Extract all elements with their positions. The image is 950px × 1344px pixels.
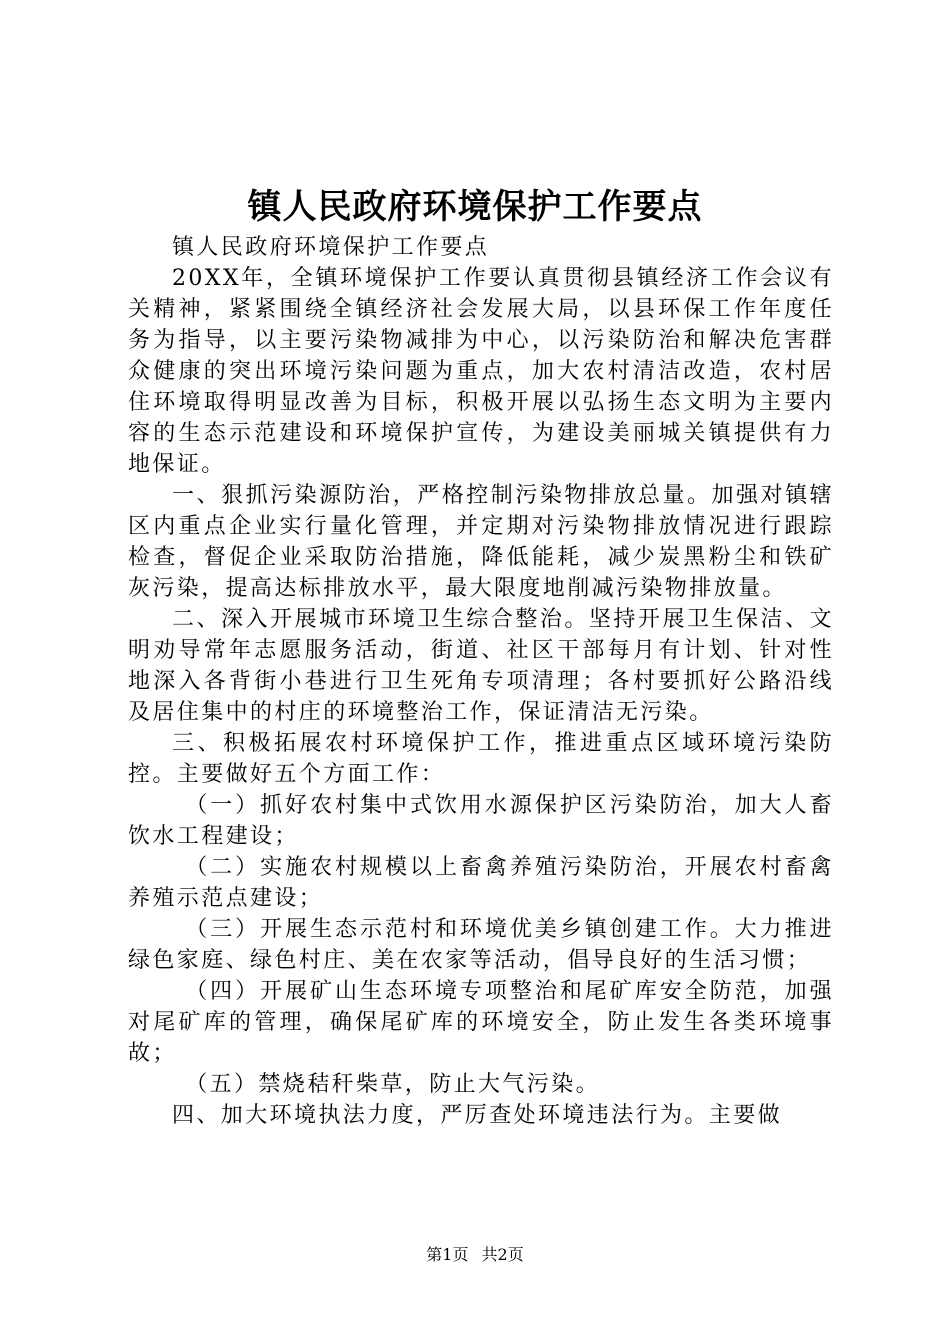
item-2-paragraph: （二）实施农村规模以上畜禽养殖污染防治，开展农村畜禽养殖示范点建设； <box>128 855 834 911</box>
item-1-paragraph: （一）抓好农村集中式饮用水源保护区污染防治，加大人畜饮水工程建设； <box>128 793 834 849</box>
page-footer <box>0 1244 950 1266</box>
document-body <box>128 232 834 1131</box>
section-4-paragraph: 四、加大环境执法力度，严厉查处环境违法行为。主要做 <box>172 1103 783 1128</box>
section-2-paragraph: 二、深入开展城市环境卫生综合整治。坚持开展卫生保洁、文明劝导常年志愿服务活动，街道、社区干部每月有计划、针对性地深入各背街小巷进行卫生死角专项清理；各村要抓好公路沿线及居住集中的村庄的环境整治工作，保证清洁无污染。 <box>128 607 834 725</box>
subtitle-paragraph: 镇人民政府环境保护工作要点 <box>172 235 490 260</box>
intro-paragraph: 20XX年，全镇环境保护工作要认真贯彻县镇经济工作会议有关精神，紧紧围绕全镇经济社会发展大局，以县环保工作年度任务为指导，以主要污染物减排为中心，以污染防治和解决危害群众健康的突出环境污染问题为重点，加大农村清洁改造，农村居住环境取得明显改善为目标，积极开展以弘扬生态文明为主要内容的生态示范建设和环境保护宣传，为建设美丽城关镇提供有力地保证。 <box>128 266 834 477</box>
page-number: 第1页 <box>426 1245 469 1264</box>
page-total: 共2页 <box>481 1245 524 1264</box>
section-3-paragraph: 三、积极拓展农村环境保护工作，推进重点区域环境污染防控。主要做好五个方面工作： <box>128 731 834 787</box>
item-4-paragraph: （四）开展矿山生态环境专项整治和尾矿库安全防范，加强对尾矿库的管理，确保尾矿库的环境安全，防止发生各类环境事故； <box>128 979 834 1066</box>
item-3-paragraph: （三）开展生态示范村和环境优美乡镇创建工作。大力推进绿色家庭、绿色村庄、美在农家等活动，倡导良好的生活习惯； <box>128 917 834 973</box>
document-title: 镇人民政府环境保护工作要点 <box>247 187 703 227</box>
item-5-paragraph: （五）禁烧秸秆柴草，防止大气污染。 <box>185 1072 600 1097</box>
section-1-paragraph: 一、狠抓污染源防治，严格控制污染物排放总量。加强对镇辖区内重点企业实行量化管理，并定期对污染物排放情况进行跟踪检查，督促企业采取防治措施，降低能耗，减少炭黑粉尘和铁矿灰污染，提高达标排放水平，最大限度地削减污染物排放量。 <box>128 483 834 601</box>
